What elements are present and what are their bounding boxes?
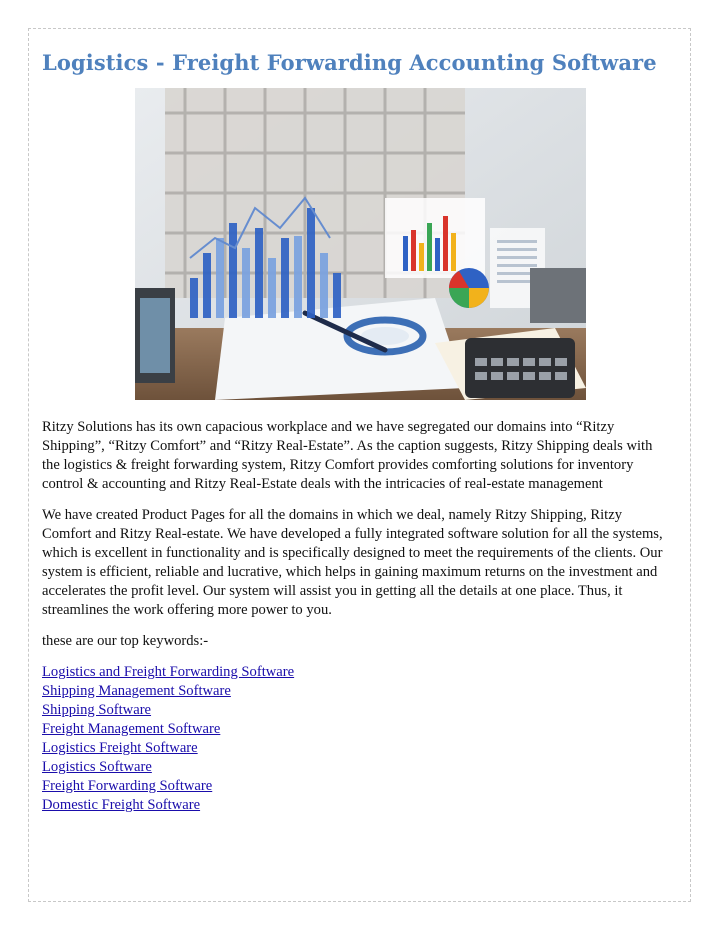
- keywords-heading: these are our top keywords:-: [42, 633, 209, 649]
- keyword-links: [42, 663, 670, 815]
- keyword-link[interactable]: Freight Forwarding Software: [42, 778, 213, 794]
- page-title: Logistics - Freight Forwarding Accounting Software: [42, 50, 657, 75]
- keyword-link[interactable]: Freight Management Software: [42, 721, 221, 737]
- article-body: [42, 418, 670, 815]
- keyword-link[interactable]: Logistics Software: [42, 759, 152, 775]
- keyword-link[interactable]: Logistics and Freight Forwarding Software: [42, 664, 295, 680]
- product-paragraph: We have created Product Pages for all the domains in which we deal, namely Ritzy Shipping, Ritzy Comfort and Ritzy Real-estate. We have developed a fully integrated software solution for all the systems, which is excellent in functionality and is specifically designed to meet the requirements of the clients. Our system is efficient, reliable and lucrative, which helps in gaining maximum returns on the investment and accelerates the profit level. Our system will assist you in getting all the details at one place. Thus, it streamlines the work offering more power to you.: [42, 507, 663, 618]
- keyword-link[interactable]: Shipping Management Software: [42, 683, 231, 699]
- keyword-link[interactable]: Logistics Freight Software: [42, 740, 198, 756]
- intro-paragraph: Ritzy Solutions has its own capacious workplace and we have segregated our domains into “Ritzy Shipping”, “Ritzy Comfort” and “Ritzy Real-Estate”. As the caption suggests, Ritzy Shipping deals with the logistics & freight forwarding system, Ritzy Comfort provides comforting solutions for inventory control & accounting and Ritzy Real-Estate deals with the intricacies of real-estate management: [42, 419, 653, 492]
- keyword-link[interactable]: Shipping Software: [42, 702, 152, 718]
- keyword-link[interactable]: Domestic Freight Software: [42, 797, 201, 813]
- hero-image: [135, 88, 586, 400]
